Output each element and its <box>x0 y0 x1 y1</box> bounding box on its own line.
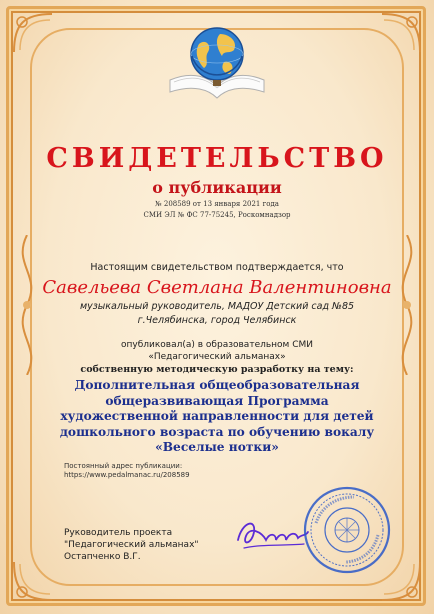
corner-ornament-icon <box>10 10 56 56</box>
address-label: Постоянный адрес публикации: <box>64 462 183 470</box>
signatory-project: "Педагогический альманах" <box>64 540 199 550</box>
recipient-name: Савельева Светлана Валентиновна <box>42 277 392 298</box>
round-stamp-icon <box>302 485 392 575</box>
media-registration: СМИ ЭЛ № ФС 77-75245, Роскомнадзор <box>143 211 291 219</box>
work-title: Дополнительная общеобразовательная общеразвивающая Программа художественной направленности для детей дошкольного возраста по обучению вокалу «Веселые нотки» <box>59 378 375 454</box>
certificate-title: СВИДЕТЕЛЬСТВО <box>46 143 388 174</box>
signature-icon <box>232 510 312 556</box>
recipient-position: музыкальный руководитель, МАДОУ Детский сад №85 г.Челябинска, город Челябинск <box>79 301 355 326</box>
corner-ornament-icon <box>10 558 56 604</box>
signatory-name: Остапченко В.Г. <box>64 552 141 562</box>
registration-number: № 208589 от 13 января 2021 года <box>155 200 279 208</box>
corner-ornament-icon <box>378 10 424 56</box>
publication-line-1: опубликовал(а) в образовательном СМИ <box>120 340 313 350</box>
confirm-text: Настоящим свидетельством подтверждается, что <box>90 262 344 273</box>
address-url[interactable]: https://www.pedalmanac.ru/208589 <box>64 471 190 479</box>
globe-book-icon <box>164 20 270 108</box>
signatory-role: Руководитель проекта <box>64 528 173 538</box>
publication-line-3: собственную методическую разработку на тему: <box>80 364 354 375</box>
publication-line-2: «Педагогический альманах» <box>148 352 286 362</box>
certificate-subtitle: о публикации <box>152 178 282 197</box>
